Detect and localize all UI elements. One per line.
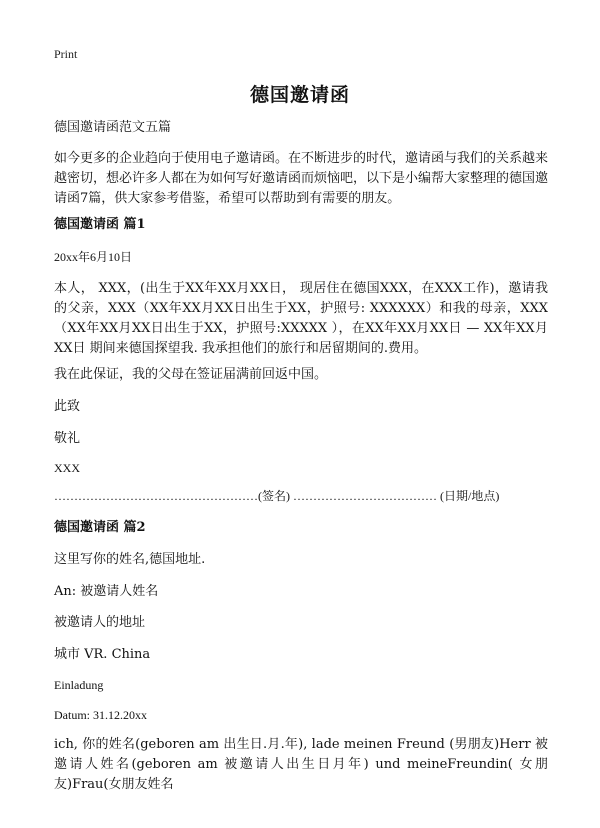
document-subtitle: 德国邀请函范文五篇	[54, 120, 172, 135]
section2-body: ich, 你的姓名(geboren am 出生日.月.年), lade meinen Freund (男朋友)Herr 被邀请人姓名(geboren am 被邀请人出生日月年) und meineFreundin( 女朋友)Frau(女朋友姓名	[54, 737, 548, 792]
print-link[interactable]: Print	[54, 47, 78, 61]
section1-guarantee: 我在此保证，我的父母在签证届满前回返中国。	[54, 367, 328, 382]
signature-line: ……………………………………………(签名) ……………………………… (日期/地点)	[54, 489, 500, 503]
section1-closing-regards: 此致	[54, 399, 81, 414]
section2-date: Datum: 31.12.20xx	[54, 708, 147, 722]
section2-einladung: Einladung	[54, 678, 104, 692]
section1-body: 本人， XXX，(出生于XX年XX月XX日， 现居住在德国XXX，在XXX工作)，邀请我的父亲，XXX（XX年XX月XX日出生于XX，护照号: XXXXXX）和我的母亲，XXX（XX年XX月XX日出生于XX，护照号:XXXXX ），在XX年XX月XX日 — XX年XX月XX日 期间来德国探望我. 我承担他们的旅行和居留期间的.费用。	[54, 281, 548, 356]
section2-recipient-address: 被邀请人的地址	[54, 615, 146, 630]
section2-city: 城市 VR. China	[54, 647, 151, 662]
section1-signer: XXX	[54, 461, 80, 475]
section1-date: 20xx年6月10日	[54, 250, 133, 264]
section2-heading: 德国邀请函 篇2	[54, 520, 146, 535]
section2-recipient-name: An: 被邀请人姓名	[54, 584, 159, 599]
section1-heading: 德国邀请函 篇1	[54, 217, 146, 232]
section2-sender-address: 这里写你的姓名,德国地址.	[54, 552, 206, 567]
section1-closing-salute: 敬礼	[54, 431, 81, 446]
intro-paragraph: 如今更多的企业趋向于使用电子邀请函。在不断进步的时代，邀请函与我们的关系越来越密切，想必许多人都在为如何写好邀请函而烦恼吧，以下是小编帮大家整理的德国邀请函7篇，供大家参考借鉴，希望可以帮助到有需要的朋友。	[54, 151, 549, 206]
document-title: 德国邀请函	[249, 84, 350, 106]
